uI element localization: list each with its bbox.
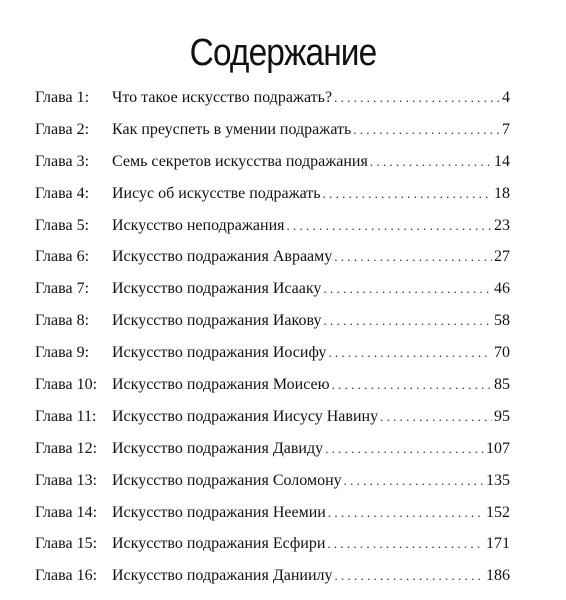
toc-chapter-title: Искусство неподражания [112, 216, 285, 234]
toc-entry[interactable] [35, 279, 510, 311]
toc-chapter-title: Искусство подражания Моисею [112, 376, 330, 394]
toc-chapter-number: Глава 9: [35, 344, 90, 362]
toc-chapter-title: Искусство подражания Соломону [112, 471, 342, 489]
toc-page-number: 171 [486, 535, 510, 553]
toc-dot-leader [370, 152, 492, 172]
toc-chapter-title: Искусство подражания Аврааму [112, 248, 333, 266]
toc-page-number: 14 [494, 152, 510, 170]
toc-entry[interactable] [35, 534, 510, 566]
toc-chapter-number: Глава 6: [35, 248, 90, 266]
toc-entry[interactable] [35, 503, 510, 535]
toc-dot-leader [287, 216, 493, 236]
toc-entry[interactable] [35, 247, 510, 279]
toc-entry[interactable] [35, 311, 510, 343]
toc-chapter-number: Глава 15: [35, 535, 98, 553]
toc-entry[interactable] [35, 184, 510, 216]
toc-chapter-title: Как преуспеть в умении подражать [112, 120, 352, 138]
toc-chapter-title: Искусство подражания Иакову [112, 312, 322, 330]
toc-chapter-title: Иисус об искусстве подражать [112, 184, 321, 202]
toc-chapter-number: Глава 5: [35, 216, 90, 234]
toc-page-number: 135 [486, 471, 510, 489]
toc-page-number: 46 [494, 280, 510, 298]
toc-dot-leader [328, 343, 492, 363]
toc-entry[interactable] [35, 471, 510, 503]
toc-dot-leader [323, 311, 492, 331]
toc-chapter-title: Семь секретов искусства подражания [112, 152, 368, 170]
toc-chapter-number: Глава 2: [35, 120, 90, 138]
toc-chapter-number: Глава 4: [35, 184, 90, 202]
toc-dot-leader [334, 88, 500, 108]
toc-chapter-title: Искусство подражания Даниилу [112, 567, 333, 585]
toc-page-number: 95 [494, 407, 510, 425]
toc-chapter-number: Глава 1: [35, 89, 90, 106]
toc-page-number: 70 [494, 344, 510, 362]
toc-dot-leader [323, 279, 492, 299]
toc-entry[interactable] [35, 88, 510, 120]
toc-chapter-number: Глава 16: [35, 567, 98, 585]
toc-chapter-title: Искусство подражания Неемии [112, 503, 326, 521]
toc-chapter-title: Искусство подражания Есфири [112, 535, 326, 553]
toc-page-number: 152 [486, 503, 510, 521]
toc-chapter-title: Искусство подражания Давиду [112, 439, 324, 457]
toc-dot-leader [332, 375, 492, 395]
toc-entry[interactable] [35, 407, 510, 439]
toc-page-number: 23 [494, 216, 510, 234]
toc-dot-leader [353, 120, 500, 140]
toc-dot-leader [328, 503, 484, 523]
toc-chapter-number: Глава 13: [35, 471, 98, 489]
toc-page-number: 4 [502, 89, 510, 106]
toc-entry[interactable] [35, 120, 510, 152]
toc-entry[interactable] [35, 343, 510, 375]
toc-chapter-number: Глава 11: [35, 407, 97, 425]
toc-entry[interactable] [35, 216, 510, 248]
toc-entry[interactable] [35, 152, 510, 184]
toc-chapter-title: Искусство подражания Исааку [112, 280, 322, 298]
toc-dot-leader [344, 471, 484, 491]
toc-page-number: 58 [494, 312, 510, 330]
toc-dot-leader [323, 184, 492, 204]
toc-page-number: 7 [502, 120, 510, 138]
toc-dot-leader [335, 566, 484, 586]
toc-chapter-number: Глава 8: [35, 312, 90, 330]
toc-page-number: 85 [494, 376, 510, 394]
toc-chapter-number: Глава 7: [35, 280, 90, 298]
toc-entry[interactable] [35, 566, 510, 598]
toc-entry[interactable] [35, 375, 510, 407]
toc-page-number: 107 [486, 439, 510, 457]
toc-chapter-title: Искусство подражания Иисусу Навину [112, 407, 379, 425]
toc-chapter-number: Глава 14: [35, 503, 98, 521]
toc-chapter-title: Что такое искусство подражать? [112, 89, 333, 106]
toc-page-number: 186 [486, 567, 510, 585]
toc-page-number: 27 [494, 248, 510, 266]
toc-dot-leader [380, 407, 492, 427]
toc-chapter-number: Глава 12: [35, 439, 98, 457]
toc-chapter-title: Искусство подражания Иосифу [112, 344, 327, 362]
toc-dot-leader [325, 439, 484, 459]
toc-chapter-number: Глава 3: [35, 152, 90, 170]
toc-chapter-number: Глава 10: [35, 376, 98, 394]
page-title: Содержание [189, 32, 377, 75]
toc-entry[interactable] [35, 439, 510, 471]
table-of-contents [35, 88, 510, 598]
toc-page-number: 18 [494, 184, 510, 202]
toc-dot-leader [334, 247, 492, 267]
toc-dot-leader [327, 534, 484, 554]
